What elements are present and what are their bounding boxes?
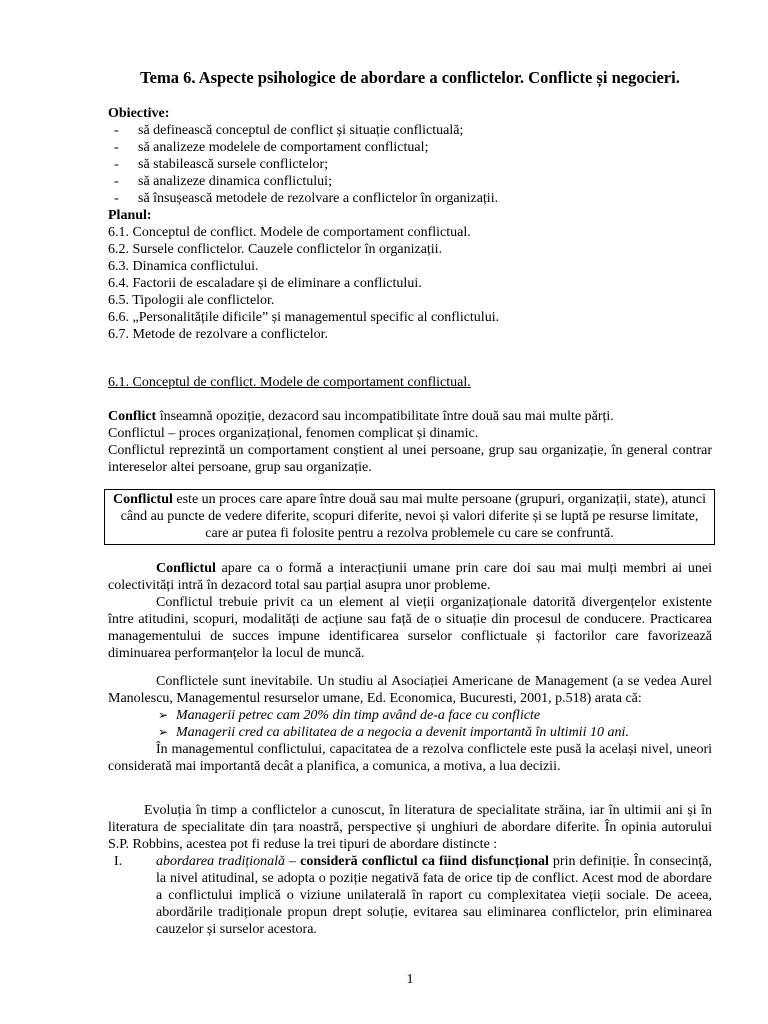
- objectives-heading: Obiective:: [108, 106, 170, 121]
- roman-numeral: I.: [114, 854, 123, 869]
- paragraph: Conflictul apare ca o formă a interacțiunii umane prin care doi sau mai mulți membri ai unei colectivități intră în dezacord total sau parțial asupra unor probleme.: [108, 561, 712, 593]
- arrow-bullet-icon: ➢: [158, 708, 169, 722]
- section-heading: 6.1. Conceptul de conflict. Modele de comportament conflictual.: [108, 375, 471, 390]
- list-item: - să analizeze modelele de comportament conflictual;: [114, 140, 429, 155]
- list-item: ➢ Managerii cred ca abilitatea de a negocia a devenit importantă în ultimii 10 ani.: [158, 725, 629, 740]
- definition-term: Conflict: [108, 409, 157, 424]
- list-item: - să stabilească sursele conflictelor;: [114, 157, 329, 172]
- plan-item: 6.6. „Personalitățile dificile” și managementul specific al conflictului.: [108, 310, 500, 325]
- plan-heading: Planul:: [108, 208, 152, 223]
- section-heading-block: [108, 374, 712, 391]
- roman-item-text: abordarea tradițională – consideră conflictul ca fiind disfuncțional prin definiție. În consecință, la nivel atitudinal, se adopta o poziție negativă fata de orice tip de conflict. Acest mod de abordare a conflictului implică o viziune unilaterală în raport cu complexitatea vieții sociale. De aceea, abordările tradiționale propun drept soluție, evitarea sau eliminarea conflictelor, prin eliminarea cauzelor și surselor acestora.: [156, 854, 713, 937]
- objectives-section: [108, 105, 712, 343]
- definition-text: înseamnă opoziție, dezacord sau incompatibilitate între două sau mai multe părți.: [156, 409, 614, 424]
- list-item: - să analizeze dinamica conflictului;: [114, 174, 332, 189]
- definition-box: [104, 489, 715, 545]
- process-line: Conflictul – proces organizațional, fenomen complicat și dinamic.: [108, 426, 479, 441]
- body-block-3: [108, 802, 712, 853]
- definition-paragraph: Conflictul reprezintă un comportament conștient al unei persoane, grup sau organizație, în general contrar intereselor altei persoane, grup sau organizație.: [108, 443, 712, 475]
- plan-item: 6.2. Sursele conflictelor. Cauzele conflictelor în organizații.: [108, 242, 443, 257]
- paragraph-term: Conflictul: [156, 561, 216, 576]
- plan-item: 6.7. Metode de rezolvare a conflictelor.: [108, 327, 329, 342]
- body-block-1: [108, 560, 712, 662]
- arrow-bullet-icon: ➢: [158, 725, 169, 739]
- paragraph: Conflictele sunt inevitabile. Un studiu al Asociației Americane de Management (a se vedea Aurel Manolescu, Managementul resurselor umane, Ed. Economica, Bucuresti, 2001, p.518) arata că:: [108, 674, 712, 706]
- list-item: ➢ Managerii petrec cam 20% din timp având de-a face cu conflicte: [158, 708, 541, 723]
- list-item: - să definească conceptul de conflict și situație conflictuală;: [114, 123, 464, 138]
- page-title: Tema 6. Aspecte psihologice de abordare a conflictelor. Conflicte și negocieri.: [140, 68, 680, 87]
- plan-item: 6.3. Dinamica conflictului.: [108, 259, 259, 274]
- box-term: Conflictul: [113, 492, 173, 507]
- body-block-2: [108, 673, 712, 775]
- list-item: - să însușească metodele de rezolvare a conflictelor în organizații.: [114, 191, 499, 206]
- box-text: este un proces care apare între două sau mai multe persoane (grupuri, organizații, state), atunci când au puncte de vedere diferite, scopuri diferite, nevoi și valori diferite și se luptă pe resurse limitate, care ar putea fi folosite pentru a rezolva problemele cu care se confruntă.: [120, 492, 706, 541]
- definition-line: [108, 408, 712, 425]
- definition-block: [108, 408, 712, 476]
- plan-item: 6.5. Tipologii ale conflictelor.: [108, 293, 275, 308]
- paragraph: Evoluția în timp a conflictelor a cunoscut, în literatura de specialitate străina, iar în ultimii ani și în literatura de specialitate din țara noastră, perspective și unghiuri de abordare diferite. În opinia autorului S.P. Robbins, acestea pot fi reduse la trei tipuri de abordare distincte :: [108, 803, 712, 852]
- plan-item: 6.4. Factorii de escaladare și de eliminare a conflictului.: [108, 276, 422, 291]
- paragraph: Conflictul trebuie privit ca un element al vieții organizaționale datorită divergențelor existente între atitudini, scopuri, modalități de acțiune sau față de o situație din procesul de conducere. Practicarea managementului de succes impune identificarea surselor conflictuale și factorilor care favorizează diminuarea performanțelor la locul de muncă.: [108, 595, 712, 661]
- paragraph: În managementul conflictului, capacitatea de a rezolva conflictele este pusă la același nivel, uneori considerată mai importantă decât a planifica, a comunica, a motiva, a lua decizii.: [108, 742, 712, 774]
- page-number: 1: [406, 972, 414, 987]
- plan-item: 6.1. Conceptul de conflict. Modele de comportament conflictual.: [108, 225, 471, 240]
